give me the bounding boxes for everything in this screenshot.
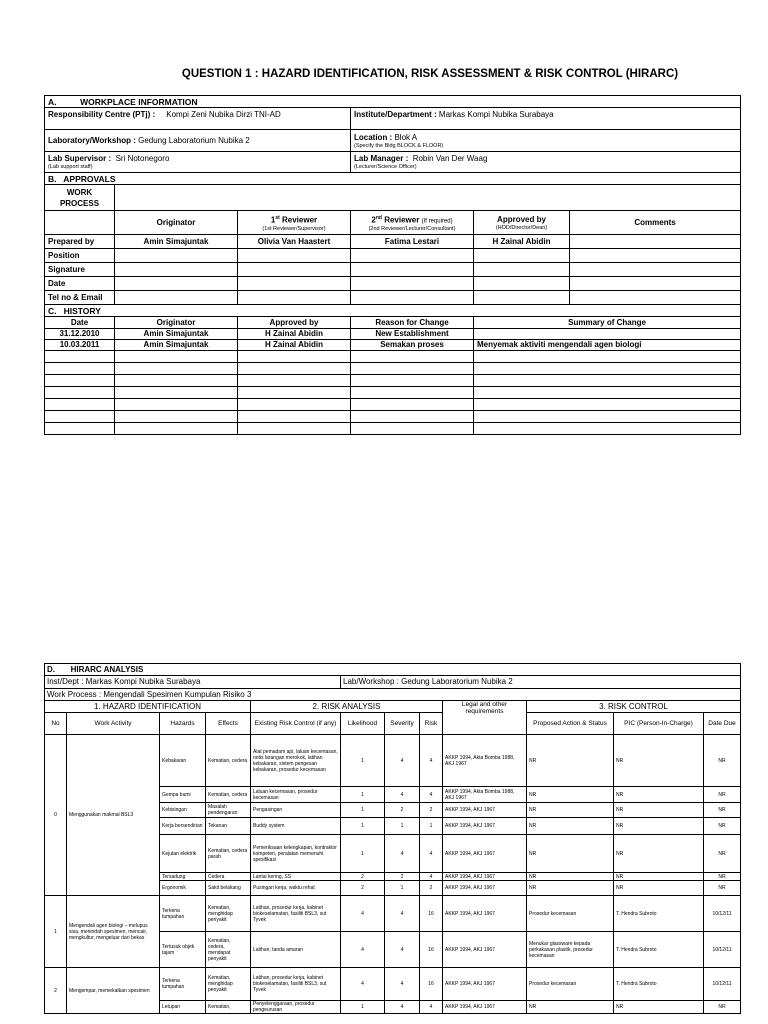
- section-c-header: [45, 305, 741, 317]
- date-due-cell: NR: [704, 835, 741, 873]
- r2-rest: Reviewer: [384, 215, 420, 225]
- risk-cell: 4: [420, 835, 443, 873]
- history-originator: Amin Simajuntak: [115, 329, 238, 340]
- history-row: [45, 329, 741, 340]
- severity-cell: 2: [385, 803, 420, 818]
- severity-cell: 4: [385, 835, 420, 873]
- signature-cell: [570, 263, 741, 277]
- proposed-action-cell: NR: [527, 803, 614, 818]
- history-date: 10.03.2011: [45, 340, 115, 351]
- risk-cell: 16: [420, 968, 443, 1001]
- existing-control-cell: Alat pemadam api, laluan kecemasan, notis larangan merokok, latihan kebakaran, sistem pengesan kebakaran, prosedur kecemasan: [251, 735, 341, 787]
- row-tel-email: Tel no & Email: [45, 291, 115, 305]
- signature-cell: [238, 263, 351, 277]
- risk-analysis-header: 2. RISK ANALYSIS: [251, 701, 443, 713]
- hirarc-row: [45, 896, 741, 932]
- history-row-empty: [45, 423, 741, 435]
- pic-cell: NR: [614, 881, 704, 896]
- date-cell: [570, 277, 741, 291]
- prepared-second-reviewer: Fatima Lestari: [351, 235, 474, 249]
- position-cell: [474, 249, 570, 263]
- date-cell: [238, 277, 351, 291]
- risk-cell: 4: [420, 1001, 443, 1014]
- section-d-title: HIRARC ANALYSIS: [70, 664, 144, 674]
- location-value: Blok A: [394, 132, 418, 142]
- hirarc-table: [44, 663, 741, 1014]
- hazard-cell: Terkena tumpahan: [160, 968, 206, 1001]
- tel-cell: [474, 291, 570, 305]
- col-hazards: Hazards: [160, 713, 206, 735]
- legal-cell: AKKP 1994, Akta Bomba 1988, AKJ 1967: [443, 735, 527, 787]
- likelihood-cell: 4: [341, 968, 385, 1001]
- r1-sup: st: [275, 215, 280, 222]
- col-date-due: Date Due: [704, 713, 741, 735]
- section-b-title: APPROVALS: [63, 173, 116, 184]
- effect-cell: Kematian, cedera: [206, 787, 251, 803]
- location-note: (Specify the Bldg BLOCK & FLOOR): [354, 142, 444, 149]
- proposed-action-cell: NR: [527, 873, 614, 881]
- legal-requirements-header: Legal and other requirements: [443, 701, 527, 735]
- risk-cell: 16: [420, 896, 443, 932]
- laboratory-workshop: [45, 130, 351, 152]
- prepared-first-reviewer: Olivia Van Haastert: [238, 235, 351, 249]
- row-number: 1: [45, 896, 67, 968]
- row-number: 0: [45, 735, 67, 896]
- hirarc-inst-value: Markas Kompi Nubika Surabaya: [85, 677, 201, 686]
- existing-control-cell: Latihan, prosedur kerja, kabinet biokeselamatan, fasiliti BSL3, sut Tyvek: [251, 896, 341, 932]
- lab-label: Laboratory/Workshop :: [48, 135, 136, 145]
- likelihood-cell: 2: [341, 881, 385, 896]
- date-due-cell: NR: [704, 873, 741, 881]
- history-summary: [474, 329, 741, 340]
- responsibility-label: Responsibility Centre (PTj) :: [48, 110, 156, 119]
- legal-cell: AKKP 1994, AKJ 1967: [443, 968, 527, 1001]
- hirarc-work-process: [45, 689, 741, 701]
- work-activity-cell: Menggunakan makmal BSL3: [67, 735, 160, 896]
- r1-num: 1: [270, 215, 276, 225]
- pic-cell: NR: [614, 1001, 704, 1014]
- hirarc-wp-label: Work Process :: [47, 689, 102, 699]
- date-due-cell: 10/12/11: [704, 968, 741, 1001]
- existing-control-cell: Latihan, tanda amaran: [251, 932, 341, 968]
- effect-cell: Kematian, cedera: [206, 735, 251, 787]
- pic-cell: NR: [614, 787, 704, 803]
- hazard-cell: Gempa bumi: [160, 787, 206, 803]
- date-due-cell: NR: [704, 818, 741, 835]
- supervisor-note: (Lab support staff): [48, 164, 93, 170]
- legal-cell: AKKP 1994, Akta Bomba 1988, AKJ 1967: [443, 787, 527, 803]
- pic-cell: NR: [614, 818, 704, 835]
- row-prepared-by: Prepared by: [45, 235, 115, 249]
- r1-rest: Reviewer: [282, 215, 318, 225]
- manager-note: (Lecturer/Science Officer): [354, 164, 417, 170]
- approved-note: (HOD/Director/Dean): [495, 224, 548, 231]
- col-second-reviewer: [351, 211, 474, 235]
- risk-control-header: 3. RISK CONTROL: [527, 701, 741, 713]
- section-d-label: D.: [47, 664, 55, 674]
- section-a-label: A.: [48, 96, 57, 107]
- hazard-cell: Ergonomik: [160, 881, 206, 896]
- history-row-empty: [45, 351, 741, 363]
- severity-cell: 4: [385, 735, 420, 787]
- signature-cell: [351, 263, 474, 277]
- institute-value: Markas Kompi Nubika Surabaya: [438, 110, 554, 119]
- supervisor-value: Sri Notonegoro: [115, 154, 170, 163]
- risk-cell: 4: [420, 873, 443, 881]
- likelihood-cell: 4: [341, 932, 385, 968]
- tel-cell: [238, 291, 351, 305]
- date-due-cell: 10/12/11: [704, 932, 741, 968]
- date-due-cell: 10/12/11: [704, 896, 741, 932]
- section-a-header: [45, 96, 741, 108]
- severity-cell: 4: [385, 968, 420, 1001]
- row-signature: Signature: [45, 263, 115, 277]
- effect-cell: Kematian, cedera parah: [206, 835, 251, 873]
- proposed-action-cell: NR: [527, 881, 614, 896]
- prepared-originator: Amin Simajuntak: [115, 235, 238, 249]
- history-reason: New Establishment: [351, 329, 474, 340]
- hazard-cell: Kerja bersendirian: [160, 818, 206, 835]
- effect-cell: Tekanan: [206, 818, 251, 835]
- likelihood-cell: 1: [341, 1001, 385, 1014]
- history-approved: H Zainal Abidin: [238, 340, 351, 351]
- legal-cell: AKKP 1994, AKJ 1967: [443, 881, 527, 896]
- history-approved: H Zainal Abidin: [238, 329, 351, 340]
- location: [351, 130, 741, 152]
- signature-cell: [474, 263, 570, 277]
- section-c-title: HISTORY: [63, 305, 101, 316]
- page-title: QUESTION 1 : HAZARD IDENTIFICATION, RISK ASSESSMENT & RISK CONTROL (HIRARC): [181, 68, 679, 80]
- severity-cell: 1: [385, 818, 420, 835]
- position-cell: [570, 249, 741, 263]
- history-row-empty: [45, 411, 741, 423]
- col-existing-control: Existing Risk Control (if any): [251, 713, 341, 735]
- manager-value: Robin Van Der Waag: [412, 154, 488, 163]
- proposed-action-cell: NR: [527, 835, 614, 873]
- legal-cell: AKKP 1994, AKJ 1967: [443, 873, 527, 881]
- history-row-empty: [45, 387, 741, 399]
- hazard-cell: Kebisingan: [160, 803, 206, 818]
- history-col-date: Date: [45, 317, 115, 329]
- section-c-label: C.: [48, 305, 57, 316]
- row-date: Date: [45, 277, 115, 291]
- position-cell: [115, 249, 238, 263]
- effect-cell: Kematian, menghidap penyakit: [206, 968, 251, 1001]
- col-comments: Comments: [570, 211, 741, 235]
- pic-cell: T. Hendra Subroto: [614, 896, 704, 932]
- col-no: No: [45, 713, 67, 735]
- existing-control-cell: Latihan, prosedur kerja, kabinet biokeselamatan, fasiliti BSL3, sut Tyvek: [251, 968, 341, 1001]
- lab-manager: [351, 152, 741, 173]
- legal-cell: AKKP 1994, AKJ 1967: [443, 1001, 527, 1014]
- date-due-cell: NR: [704, 881, 741, 896]
- severity-cell: 1: [385, 881, 420, 896]
- pic-cell: NR: [614, 835, 704, 873]
- workplace-approvals-history-table: [44, 95, 741, 435]
- existing-control-cell: Pemeriksaan kelengkapan, kontraktor kompeten, peralatan memenuhi spesifikasi: [251, 835, 341, 873]
- proposed-action-cell: Menukar glassware kepada perkakasan plastik, prosedur kecemasan: [527, 932, 614, 968]
- hirarc-inst-dept: [45, 676, 341, 689]
- proposed-action-cell: NR: [527, 818, 614, 835]
- approved-label: Approved by: [497, 214, 546, 224]
- likelihood-cell: 1: [341, 735, 385, 787]
- work-activity-cell: Mengendali agen biologi – melupus sisa, menindah spesimen, mencair, mengkultur, mengeluar dari bekas: [67, 896, 160, 968]
- col-likelihood: Likelihood: [341, 713, 385, 735]
- hazard-cell: Letupan: [160, 1001, 206, 1014]
- severity-cell: 2: [385, 873, 420, 881]
- risk-cell: 2: [420, 803, 443, 818]
- date-cell: [351, 277, 474, 291]
- r2-note: (2nd Reviewer/Lecturer/Consultant): [368, 226, 456, 233]
- date-due-cell: NR: [704, 735, 741, 787]
- history-row-empty: [45, 399, 741, 411]
- col-effects: Effects: [206, 713, 251, 735]
- likelihood-cell: 1: [341, 787, 385, 803]
- hirarc-row: [45, 968, 741, 1001]
- risk-cell: 2: [420, 881, 443, 896]
- hirarc-wp-value: Mengendali Spesimen Kumpulan Risiko 3: [103, 689, 252, 699]
- history-row-empty: [45, 375, 741, 387]
- section-a-title: WORKPLACE INFORMATION: [80, 96, 198, 107]
- col-first-reviewer: [238, 211, 351, 235]
- signature-cell: [115, 263, 238, 277]
- history-reason: Semakan proses: [351, 340, 474, 351]
- history-col-summary: Summary of Change: [474, 317, 741, 329]
- responsibility-value: Kompi Zeni Nubika Dirzi TNI-AD: [166, 110, 281, 119]
- severity-cell: 4: [385, 896, 420, 932]
- history-row: [45, 340, 741, 351]
- effect-cell: Sakit belakang: [206, 881, 251, 896]
- pic-cell: T. Hendra Subroto: [614, 968, 704, 1001]
- pic-cell: NR: [614, 735, 704, 787]
- date-cell: [474, 277, 570, 291]
- col-approved-by: [474, 211, 570, 235]
- section-b-label: B.: [48, 173, 57, 184]
- col-risk: Risk: [420, 713, 443, 735]
- effect-cell: Masalah pendengaran: [206, 803, 251, 818]
- proposed-action-cell: Prosedur kecemasan: [527, 968, 614, 1001]
- position-cell: [238, 249, 351, 263]
- proposed-action-cell: NR: [527, 1001, 614, 1014]
- work-process-value: [115, 185, 741, 211]
- hirarc-inst-label: Inst/Dept :: [47, 677, 84, 686]
- history-col-reason: Reason for Change: [351, 317, 474, 329]
- col-originator: Originator: [115, 211, 238, 235]
- hazard-cell: Terkena tumpahan: [160, 896, 206, 932]
- row-position: Position: [45, 249, 115, 263]
- effect-cell: Cedera: [206, 873, 251, 881]
- legal-cell: AKKP 1994, AKJ 1967: [443, 803, 527, 818]
- pic-cell: T. Hendra Subroto: [614, 932, 704, 968]
- lab-supervisor: [45, 152, 351, 173]
- existing-control-cell: Lantai kering, SS: [251, 873, 341, 881]
- section-d-header: [45, 664, 741, 676]
- manager-label: Lab Manager :: [354, 154, 409, 163]
- severity-cell: 4: [385, 1001, 420, 1014]
- history-summary: Menyemak aktiviti mengendali agen biologi: [474, 340, 741, 351]
- effect-cell: Kematian, cedera, mendapat penyakit: [206, 932, 251, 968]
- hirarc-lab-label: Lab/Workshop :: [343, 677, 399, 686]
- date-due-cell: NR: [704, 803, 741, 818]
- hirarc-row: [45, 735, 741, 787]
- tel-cell: [351, 291, 474, 305]
- proposed-action-cell: Prosedur kecemasan: [527, 896, 614, 932]
- existing-control-cell: Laluan kecemasan, prosedur kecemasan: [251, 787, 341, 803]
- likelihood-cell: 4: [341, 896, 385, 932]
- work-activity-cell: Mengempar, memekatkan spesimen: [67, 968, 160, 1014]
- hazard-cell: Kejutan elektrik: [160, 835, 206, 873]
- prepared-comments: [570, 235, 741, 249]
- legal-cell: AKKP 1994, AKJ 1967: [443, 896, 527, 932]
- proposed-action-cell: NR: [527, 787, 614, 803]
- hazard-cell: Tertusuk objek tajam: [160, 932, 206, 968]
- col-pic: PIC (Person-In-Charge): [614, 713, 704, 735]
- responsibility-centre: [45, 108, 351, 130]
- hirarc-lab-value: Gedung Laboratorium Nubika 2: [401, 677, 513, 686]
- hirarc-lab-workshop: [341, 676, 741, 689]
- tel-cell: [570, 291, 741, 305]
- tel-cell: [115, 291, 238, 305]
- severity-cell: 4: [385, 932, 420, 968]
- existing-control-cell: Penyelenggaraan, prosedur pengeurusan: [251, 1001, 341, 1014]
- risk-cell: 4: [420, 735, 443, 787]
- existing-control-cell: Pusingan kerja, waktu rehat: [251, 881, 341, 896]
- r1-note: (1st Reviewer/Supervisor): [262, 225, 326, 232]
- r2-required: (If required): [421, 218, 453, 225]
- row-number: 2: [45, 968, 67, 1014]
- severity-cell: 4: [385, 787, 420, 803]
- existing-control-cell: Buddy system: [251, 818, 341, 835]
- likelihood-cell: 1: [341, 835, 385, 873]
- history-row-empty: [45, 363, 741, 375]
- institute-label: Institute/Department :: [354, 110, 437, 119]
- history-col-approved: Approved by: [238, 317, 351, 329]
- col-proposed-action: Proposed Action & Status: [527, 713, 614, 735]
- r2-num: 2: [371, 215, 376, 225]
- hazard-identification-header: 1. HAZARD IDENTIFICATION: [45, 701, 251, 713]
- history-date: 31.12.2010: [45, 329, 115, 340]
- legal-cell: AKKP 1994, AKJ 1967: [443, 932, 527, 968]
- col-severity: Severity: [385, 713, 420, 735]
- likelihood-cell: 2: [341, 873, 385, 881]
- work-process-label: WORK PROCESS: [45, 185, 115, 211]
- likelihood-cell: 1: [341, 818, 385, 835]
- effect-cell: Kematian, menghidap penyakit: [206, 896, 251, 932]
- supervisor-label: Lab Supervisor :: [48, 154, 112, 163]
- risk-cell: 1: [420, 818, 443, 835]
- risk-cell: 4: [420, 787, 443, 803]
- r2-sup: nd: [375, 214, 382, 221]
- col-work-activity: Work Activity: [67, 713, 160, 735]
- history-originator: Amin Simajuntak: [115, 340, 238, 351]
- effect-cell: Kematian,: [206, 1001, 251, 1014]
- date-due-cell: NR: [704, 787, 741, 803]
- hirarc-body: [45, 735, 741, 1014]
- lab-value: Gedung Laboratorium Nubika 2: [138, 135, 250, 145]
- section-b-header: [45, 173, 741, 185]
- proposed-action-cell: NR: [527, 735, 614, 787]
- pic-cell: NR: [614, 803, 704, 818]
- hazard-cell: Tersadung: [160, 873, 206, 881]
- prepared-approved-by: H Zainal Abidin: [474, 235, 570, 249]
- date-due-cell: NR: [704, 1001, 741, 1014]
- institute-department: [351, 108, 741, 130]
- date-cell: [115, 277, 238, 291]
- legal-cell: AKKP 1994, AKJ 1967: [443, 835, 527, 873]
- hazard-cell: Kebakaran: [160, 735, 206, 787]
- likelihood-cell: 1: [341, 803, 385, 818]
- position-cell: [351, 249, 474, 263]
- legal-cell: AKKP 1994, AKJ 1967: [443, 818, 527, 835]
- risk-cell: 16: [420, 932, 443, 968]
- history-col-originator: Originator: [115, 317, 238, 329]
- approvals-corner: [45, 211, 115, 235]
- existing-control-cell: Pengasingan: [251, 803, 341, 818]
- location-label: Location :: [354, 132, 393, 142]
- pic-cell: NR: [614, 873, 704, 881]
